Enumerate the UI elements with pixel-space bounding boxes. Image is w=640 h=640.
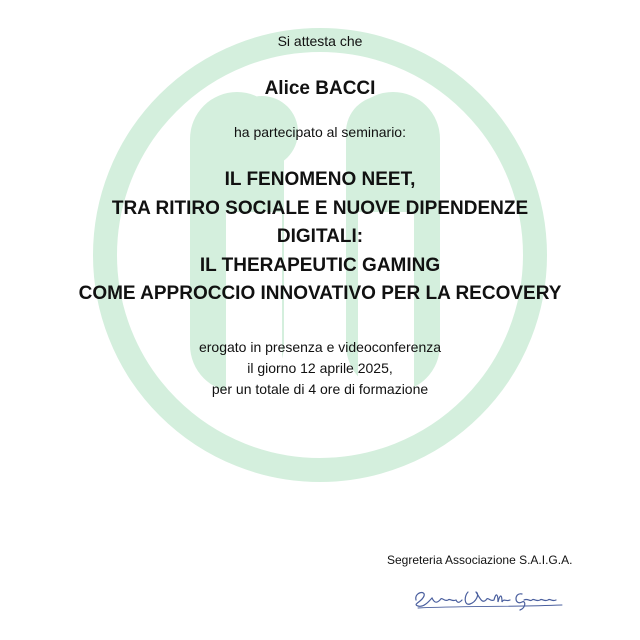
seminar-title-line: COME APPROCCIO INNOVATIVO PER LA RECOVERY: [78, 283, 562, 304]
seminar-title-line: DIGITALI:: [276, 226, 364, 247]
recipient-name: Alice BACCI: [264, 78, 376, 99]
signatory-label: Segreteria Associazione S.A.I.G.A.: [387, 553, 573, 567]
participation-statement: ha partecipato al seminario:: [234, 124, 406, 140]
seminar-date: il giorno 12 aprile 2025,: [247, 360, 393, 376]
seminar-title-line: IL THERAPEUTIC GAMING: [199, 254, 441, 276]
handwritten-signature: [410, 582, 570, 612]
seminar-title-line: IL FENOMENO NEET,: [224, 169, 416, 190]
seminar-title-line: TRA RITIRO SOCIALE E NUOVE DIPENDENZE: [111, 197, 529, 219]
seminar-title: [0, 166, 640, 309]
training-hours: per un totale di 4 ore di formazione: [211, 381, 429, 397]
attestation-intro: Si attesta che: [277, 33, 363, 49]
delivery-mode: erogato in presenza e videoconferenza: [198, 339, 442, 355]
